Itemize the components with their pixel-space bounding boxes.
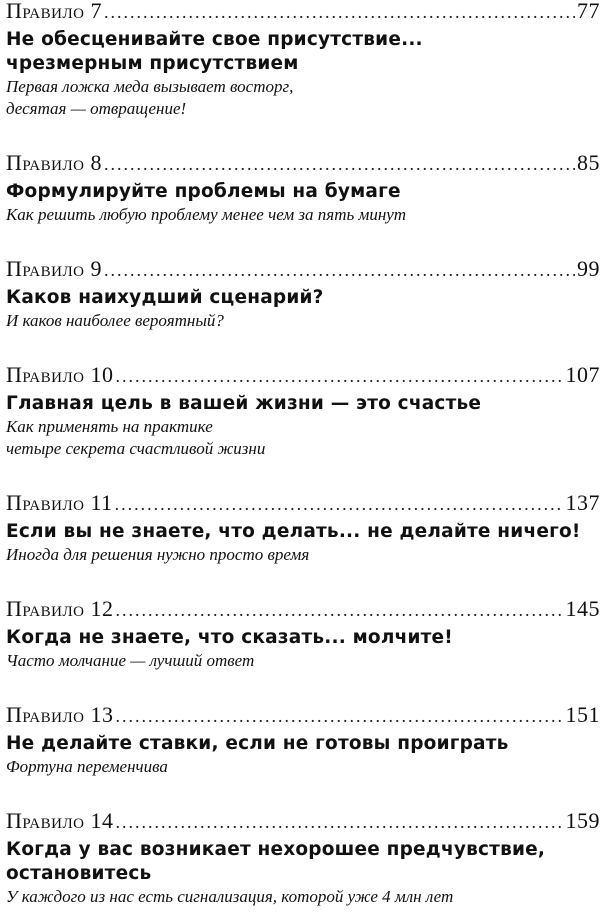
rule-subtitle [6, 650, 600, 672]
rule-subtitle-line: У каждого из нас есть сигнализация, которой уже 4 млн лет [6, 887, 454, 906]
page-number: 159 [565, 808, 600, 833]
rule-subtitle-line: Как решить любую проблему менее чем за пять минут [6, 205, 407, 224]
toc-entry[interactable] [6, 702, 600, 778]
rule-subtitle [6, 204, 600, 226]
page-number: 99 [577, 256, 600, 281]
rule-label: Правило 13 [6, 702, 114, 727]
rule-subtitle [6, 416, 600, 460]
rule-subtitle-line: десятая — отвращение! [6, 99, 187, 118]
toc-entry-heading [6, 362, 600, 388]
rule-subtitle [6, 76, 600, 120]
dot-leader [104, 0, 575, 25]
rule-title-line: чрезмерным присутствием [6, 53, 299, 74]
toc-entry[interactable] [6, 808, 600, 908]
rule-title [6, 286, 600, 310]
rule-title [6, 28, 600, 76]
rule-subtitle [6, 886, 600, 908]
rule-title [6, 520, 600, 544]
rule-label: Правило 10 [6, 362, 114, 387]
rule-title [6, 392, 600, 416]
rule-label: Правило 14 [6, 808, 114, 833]
dot-leader [115, 491, 564, 517]
rule-title [6, 838, 600, 886]
toc-entry[interactable] [6, 0, 600, 120]
rule-label: Правило 11 [6, 490, 113, 515]
rule-subtitle [6, 310, 600, 332]
rule-label: Правило 12 [6, 596, 114, 621]
toc-entry[interactable] [6, 490, 600, 566]
rule-title-line: Когда у вас возникает нехорошее предчувствие, [6, 839, 546, 860]
toc-entry[interactable] [6, 596, 600, 672]
rule-subtitle-line: Первая ложка меда вызывает восторг, [6, 77, 294, 96]
toc-entry-heading [6, 808, 600, 834]
rule-title-line: Главная цель в вашей жизни — это счастье [6, 393, 482, 414]
page-number: 145 [565, 596, 600, 621]
rule-subtitle [6, 544, 600, 566]
toc-entry-heading [6, 256, 600, 282]
rule-title-line: Каков наихудший сценарий? [6, 287, 324, 308]
dot-leader [116, 809, 564, 835]
rule-title [6, 732, 600, 756]
page-number: 77 [577, 0, 600, 23]
toc-entry[interactable] [6, 362, 600, 460]
toc-entry-heading [6, 596, 600, 622]
rule-title-line: Формулируйте проблемы на бумаге [6, 181, 401, 202]
toc-entry[interactable] [6, 256, 600, 332]
dot-leader [116, 363, 564, 389]
toc-entry-heading [6, 490, 600, 516]
rule-title-line: Если вы не знаете, что делать... не делайте ничего! [6, 521, 581, 542]
dot-leader [104, 151, 575, 177]
rule-title [6, 626, 600, 650]
rule-title [6, 180, 600, 204]
rule-title-line: Не делайте ставки, если не готовы проиграть [6, 733, 509, 754]
page-number: 85 [577, 150, 600, 175]
page-number: 151 [565, 702, 600, 727]
rule-label: Правило 8 [6, 150, 102, 175]
page-number: 137 [565, 490, 600, 515]
rule-label: Правило 9 [6, 256, 102, 281]
dot-leader [104, 257, 575, 283]
toc-entry-heading [6, 0, 600, 24]
toc-entry-heading [6, 150, 600, 176]
rule-subtitle-line: Часто молчание — лучший ответ [6, 651, 255, 670]
rule-subtitle [6, 756, 600, 778]
dot-leader [116, 703, 564, 729]
toc-entry-heading [6, 702, 600, 728]
rule-title-line: Когда не знаете, что сказать... молчите! [6, 627, 453, 648]
rule-subtitle-line: четыре секрета счастливой жизни [6, 439, 266, 458]
rule-title-line: Не обесценивайте свое присутствие... [6, 29, 423, 50]
dot-leader [116, 597, 564, 623]
page-number: 107 [565, 362, 600, 387]
rule-label: Правило 7 [6, 0, 102, 23]
toc-entry[interactable] [6, 150, 600, 226]
rule-subtitle-line: Фортуна переменчива [6, 757, 168, 776]
rule-title-line: остановитесь [6, 863, 152, 884]
rule-subtitle-line: И каков наиболее вероятный? [6, 311, 224, 330]
rule-subtitle-line: Иногда для решения нужно просто время [6, 545, 310, 564]
rule-subtitle-line: Как применять на практике [6, 417, 213, 436]
